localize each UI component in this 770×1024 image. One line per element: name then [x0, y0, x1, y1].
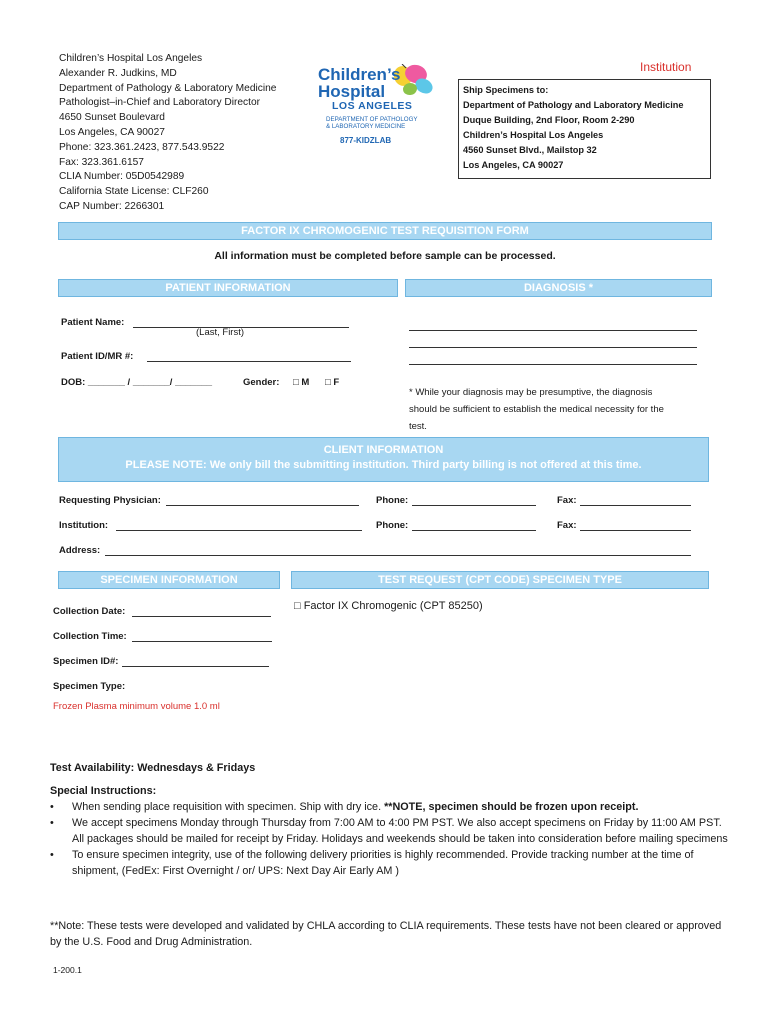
- lab-line: Department of Pathology & Laboratory Medicine: [59, 82, 277, 94]
- logo-phone: 877-KIDZLAB: [340, 136, 392, 145]
- ship-line: Duque Building, 2nd Floor, Room 2-290: [463, 115, 635, 125]
- institution-fax-label: Fax:: [557, 520, 577, 531]
- patient-info-header: PATIENT INFORMATION: [58, 279, 398, 297]
- patient-name-label: Patient Name:: [61, 317, 125, 328]
- instruction-note: **NOTE, specimen should be frozen upon receipt.: [384, 801, 639, 813]
- gender-label: Gender:: [243, 377, 280, 388]
- physician-phone-label: Phone:: [376, 495, 409, 506]
- ship-specimens-box: [458, 79, 711, 179]
- all-info-notice: All information must be completed before sample can be processed.: [214, 250, 556, 262]
- diagnosis-note-line: should be sufficient to establish the medical necessity for the: [409, 404, 664, 415]
- specimen-id-label: Specimen ID#:: [53, 656, 119, 667]
- diagnosis-line-1[interactable]: [409, 330, 697, 331]
- client-institution-label: Institution:: [59, 520, 109, 531]
- ship-line: Children’s Hospital Los Angeles: [463, 130, 604, 140]
- patient-id-field[interactable]: [147, 361, 351, 362]
- test-request-header: TEST REQUEST (CPT CODE) SPECIMEN TYPE: [291, 571, 709, 589]
- patient-name-hint: (Last, First): [196, 327, 245, 338]
- diagnosis-line-2[interactable]: [409, 347, 697, 348]
- logo-line3: LOS ANGELES: [332, 100, 413, 112]
- requesting-physician-field[interactable]: [166, 505, 359, 506]
- physician-fax-label: Fax:: [557, 495, 577, 506]
- gender-f-checkbox[interactable]: □ F: [325, 377, 340, 388]
- ship-line: Ship Specimens to:: [463, 85, 549, 95]
- ship-line: Department of Pathology and Laboratory Medicine: [463, 100, 684, 110]
- gender-m-checkbox[interactable]: □ M: [293, 377, 310, 388]
- physician-fax-field[interactable]: [580, 505, 691, 506]
- instruction-item: [50, 799, 730, 815]
- form-number: 1-200.1: [53, 965, 82, 975]
- fda-footnote: **Note: These tests were developed and validated by CHLA according to CLIA requirements. These tests have not been cleared or approved by the U.S. Food and Drug Administration.: [50, 920, 722, 948]
- ship-line: Los Angeles, CA 90027: [463, 160, 564, 170]
- client-info-title: CLIENT INFORMATION: [323, 444, 444, 456]
- institution-label: Institution: [640, 60, 692, 74]
- collection-time-label: Collection Time:: [53, 631, 127, 642]
- address-field[interactable]: [105, 555, 691, 556]
- logo-line2: Hospital: [318, 82, 386, 101]
- specimen-type-label: Specimen Type:: [53, 681, 126, 692]
- hospital-logo: [318, 66, 448, 145]
- lab-info: [59, 52, 276, 215]
- lab-line: California State License: CLF260: [59, 186, 209, 198]
- diagnosis-note-line: test.: [409, 421, 427, 432]
- collection-date-field[interactable]: [132, 616, 271, 617]
- physician-phone-field[interactable]: [412, 505, 536, 506]
- client-institution-field[interactable]: [116, 530, 362, 531]
- collection-date-label: Collection Date:: [53, 606, 126, 617]
- diagnosis-note: [409, 384, 664, 435]
- instruction-item: • To ensure specimen integrity, use of the following delivery priorities is highly recommended. Provide tracking number at the time of shipment, (FedEx: First Overnight / or/ UPS: Next Day Air Early AM ): [50, 847, 730, 879]
- logo-line1: Children’s: [318, 65, 401, 84]
- lab-line: 4650 Sunset Boulevard: [59, 112, 165, 124]
- lab-line: Alexander R. Judkins, MD: [59, 67, 177, 79]
- diagnosis-note-line: * While your diagnosis may be presumptive, the diagnosis: [409, 387, 653, 398]
- diagnosis-header: DIAGNOSIS *: [405, 279, 712, 297]
- lab-line: Fax: 323.361.6157: [59, 156, 144, 168]
- factor-ix-checkbox[interactable]: □ Factor IX Chromogenic (CPT 85250): [294, 600, 483, 612]
- institution-fax-field[interactable]: [580, 530, 691, 531]
- lab-line: Children’s Hospital Los Angeles: [59, 53, 203, 64]
- lab-line: Phone: 323.361.2423, 877.543.9522: [59, 141, 225, 153]
- specimen-info-header: SPECIMEN INFORMATION: [58, 571, 280, 589]
- collection-time-field[interactable]: [132, 641, 272, 642]
- specimen-id-field[interactable]: [122, 666, 269, 667]
- lab-line: Los Angeles, CA 90027: [59, 126, 165, 138]
- special-instructions-title: Special Instructions:: [50, 785, 157, 797]
- institution-phone-label: Phone:: [376, 520, 409, 531]
- lab-line: CLIA Number: 05D0542989: [59, 171, 185, 183]
- logo-dept-1: DEPARTMENT OF PATHOLOGY: [326, 116, 418, 123]
- form-title: FACTOR IX CHROMOGENIC TEST REQUISITION FORM: [58, 222, 712, 240]
- test-availability: Test Availability: Wednesdays & Fridays: [50, 762, 256, 774]
- lab-line: CAP Number: 2266301: [59, 200, 165, 212]
- client-info-header: [58, 437, 709, 482]
- billing-notice: PLEASE NOTE: We only bill the submitting institution. Third party billing is not offered at this time.: [125, 459, 642, 471]
- frozen-plasma-note: Frozen Plasma minimum volume 1.0 ml: [53, 701, 220, 712]
- instruction-text: When sending place requisition with specimen. Ship with dry ice.: [72, 801, 385, 813]
- diagnosis-line-3[interactable]: [409, 364, 697, 365]
- address-label: Address:: [59, 545, 101, 556]
- logo-dept-2: & LABORATORY MEDICINE: [326, 123, 406, 130]
- institution-phone-field[interactable]: [412, 530, 536, 531]
- instruction-item: • We accept specimens Monday through Thursday from 7:00 AM to 4:00 PM PST. We also accept specimens on Friday by 11:00 AM PST. All packages should be mailed for receipt by Friday. Holidays and weekends should be taken into consideration before mailing specimens: [50, 815, 730, 847]
- dob-field[interactable]: DOB: _______ / _______/ _______: [61, 377, 213, 388]
- ship-line: 4560 Sunset Blvd., Mailstop 32: [463, 145, 597, 155]
- patient-id-label: Patient ID/MR #:: [61, 351, 134, 362]
- requesting-physician-label: Requesting Physician:: [59, 495, 161, 506]
- special-instructions: [50, 783, 730, 879]
- lab-line: Pathologist–in-Chief and Laboratory Director: [59, 97, 261, 109]
